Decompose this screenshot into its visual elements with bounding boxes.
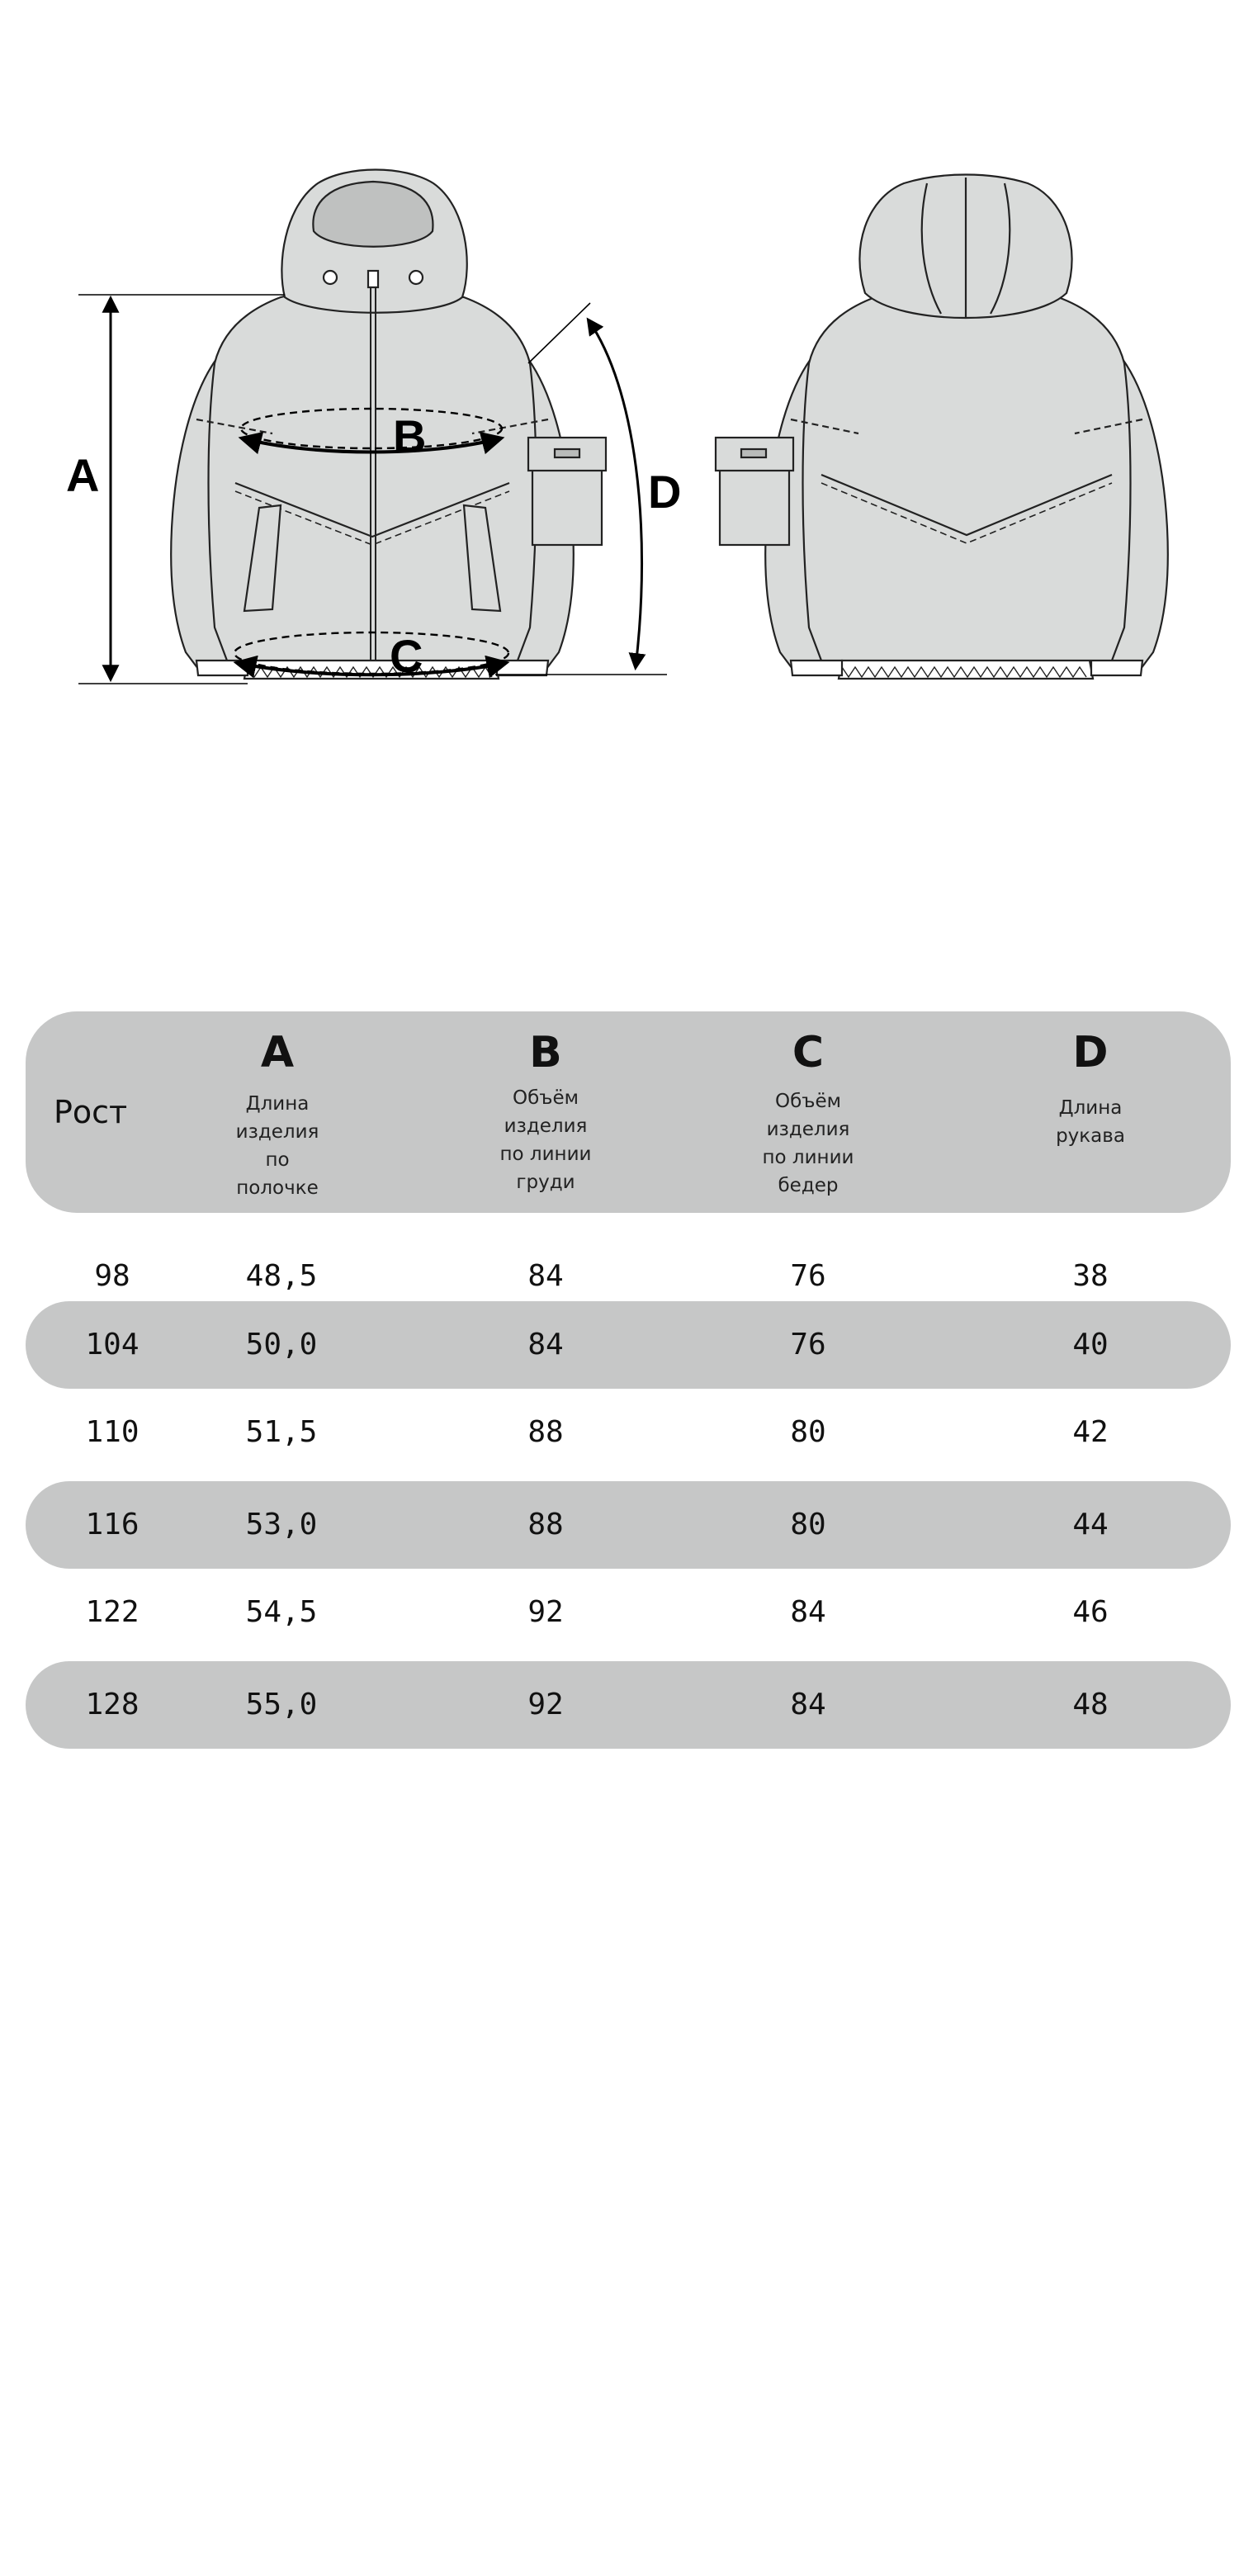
table-row <box>26 1389 1231 1476</box>
cell-d: 40 <box>1072 1328 1109 1361</box>
cell-a: 50,0 <box>245 1328 318 1361</box>
cell-b: 92 <box>527 1688 564 1721</box>
table-row <box>26 1481 1231 1569</box>
cell-b: 88 <box>527 1508 564 1541</box>
cell-a: 48,5 <box>245 1259 318 1293</box>
back-body <box>803 285 1131 669</box>
cell-size: 98 <box>94 1259 130 1293</box>
jacket-back-view <box>765 175 1168 680</box>
cell-a: 51,5 <box>245 1415 318 1449</box>
cell-b: 84 <box>527 1328 564 1361</box>
cell-c: 80 <box>790 1508 826 1541</box>
cell-c: 76 <box>790 1328 826 1361</box>
column-b-letter: B <box>529 1028 562 1077</box>
cell-a: 54,5 <box>245 1595 318 1629</box>
cell-d: 48 <box>1072 1688 1109 1721</box>
cell-d: 42 <box>1072 1415 1109 1449</box>
cell-size: 128 <box>85 1688 140 1721</box>
column-d-description: Длина рукава <box>1056 1097 1125 1147</box>
cell-b: 92 <box>527 1595 564 1629</box>
measure-d-label: D <box>648 466 682 518</box>
table-row <box>26 1569 1231 1656</box>
column-d-letter: D <box>1072 1028 1109 1077</box>
column-a-header <box>178 1011 376 1213</box>
jacket-front-view <box>171 170 574 680</box>
column-a-description: Длина изделия по полочке <box>235 1093 319 1199</box>
cell-d: 38 <box>1072 1259 1109 1293</box>
column-c-header <box>701 1011 915 1213</box>
column-a-letter: A <box>260 1028 295 1077</box>
table-row <box>26 1661 1231 1749</box>
cell-a: 53,0 <box>245 1508 318 1541</box>
cell-c: 84 <box>790 1595 826 1629</box>
rost-header: Рост <box>54 1094 128 1130</box>
jacket-measurement-diagram <box>0 0 1258 826</box>
cell-a: 55,0 <box>245 1688 318 1721</box>
cell-c: 84 <box>790 1688 826 1721</box>
column-b-description: Объём изделия по линии груди <box>499 1087 592 1193</box>
measure-b-label: B <box>393 410 427 462</box>
cell-b: 88 <box>527 1415 564 1449</box>
front-hood-opening <box>313 182 433 247</box>
column-d-header <box>983 1011 1198 1213</box>
cell-c: 76 <box>790 1259 826 1293</box>
cell-size: 104 <box>85 1328 140 1361</box>
cell-size: 110 <box>85 1415 140 1449</box>
table-row <box>26 1301 1231 1389</box>
measure-a-label: A <box>66 449 100 501</box>
back-sleeve-pocket <box>716 438 793 545</box>
cell-size: 122 <box>85 1595 140 1629</box>
cell-size: 116 <box>85 1508 140 1541</box>
size-table <box>26 1011 1231 2576</box>
cell-b: 84 <box>527 1259 564 1293</box>
column-c-letter: C <box>792 1028 825 1077</box>
column-b-header <box>438 1011 653 1213</box>
measure-c-label: C <box>390 630 423 682</box>
column-c-description: Объём изделия по линии бедер <box>762 1091 854 1196</box>
cell-d: 46 <box>1072 1595 1109 1629</box>
cell-d: 44 <box>1072 1508 1109 1541</box>
table-header <box>26 1011 1231 1213</box>
front-body <box>209 285 537 669</box>
front-sleeve-pocket <box>528 438 606 545</box>
cell-c: 80 <box>790 1415 826 1449</box>
